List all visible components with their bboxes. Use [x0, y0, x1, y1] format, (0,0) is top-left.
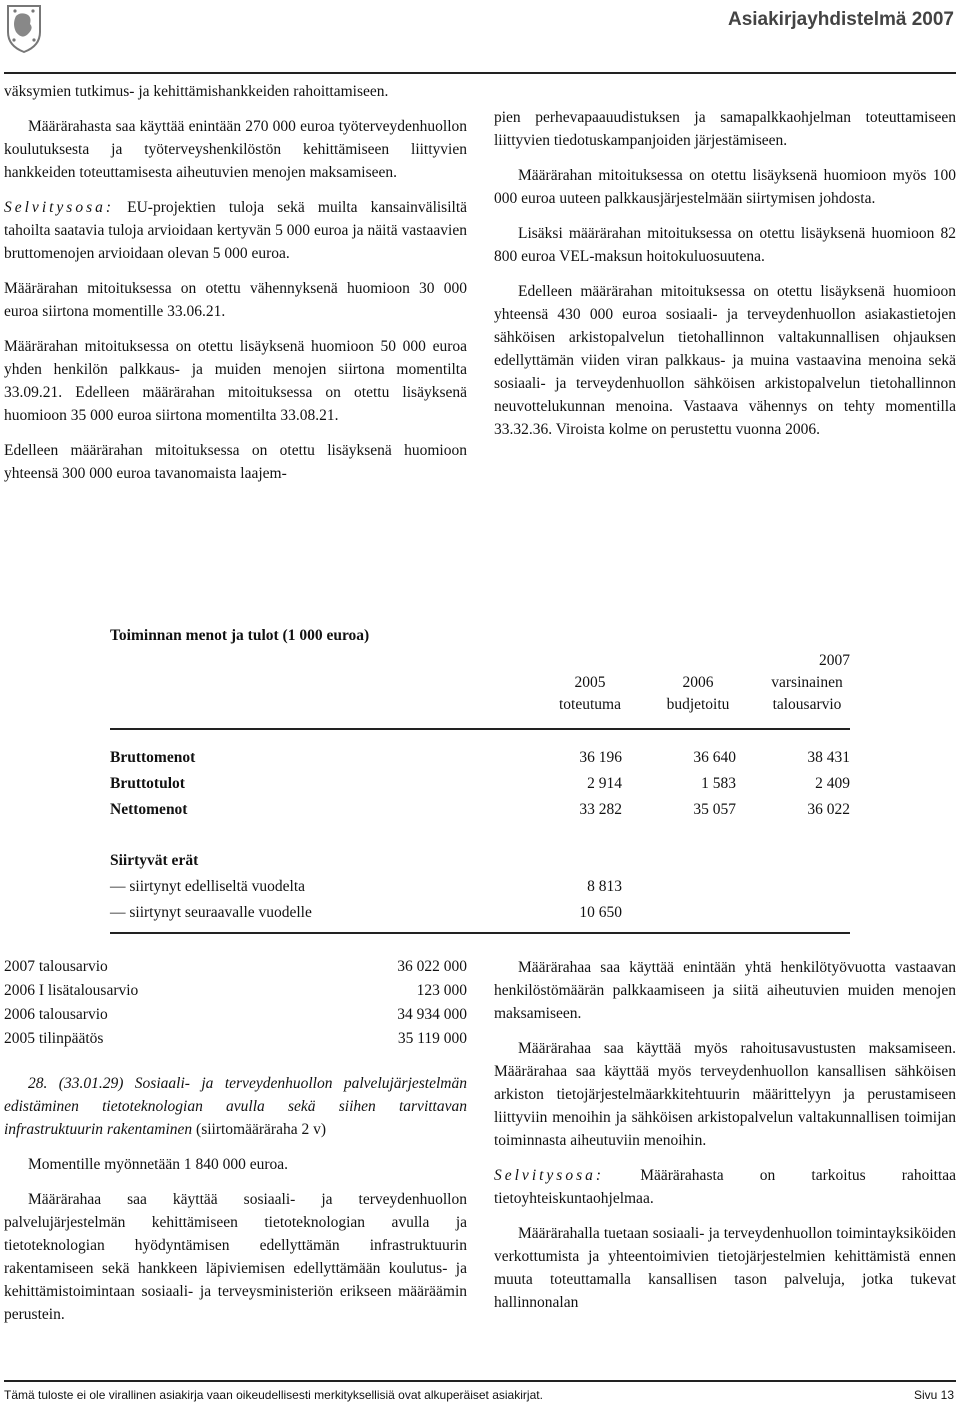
table-row: Nettomenot 33 282 35 057 36 022	[110, 801, 850, 818]
paragraph: Määrärahan mitoituksessa on otettu lisäyksenä huomioon myös 100 000 euroa uuteen palkkausjärjestelmään siirtymisen johdosta.	[494, 167, 956, 207]
budget-row: 2005 tilinpäätös 35 119 000	[4, 1030, 467, 1047]
right-column-bottom	[494, 956, 956, 1326]
table-title: Toiminnan menot ja tulot (1 000 euroa)	[110, 627, 370, 644]
header-divider	[4, 72, 956, 74]
page-number: Sivu 13	[913, 1388, 954, 1402]
paragraph: Määrärahalla tuetaan sosiaali- ja terveydenhuollon toimintayksiköiden verkottumista ja yhteentoimivien tietojärjestelmien kehittämistä ennen muuta toteuttamalla kansallisen tason palveluja, jotka tukevat hallinnonalan	[494, 1225, 956, 1311]
selvitysosa-label: Selvitysosa:	[494, 1167, 605, 1184]
table-row: Bruttotulot 2 914 1 583 2 409	[110, 775, 850, 792]
budget-row: 2006 I lisätalousarvio 123 000	[4, 982, 467, 999]
paragraph: Määrärahan mitoituksessa on otettu lisäyksenä huomioon 50 000 euroa yhden henkilön palkkaus- ja muiden menojen siirtona momentilta 33.09.21. Edelleen määrärahan mitoituksessa on otettu lisäyksenä huomioon 35 000 euroa siirtona momentilta 33.08.21.	[4, 338, 467, 424]
paragraph: Määrärahaa saa käyttää sosiaali- ja terveydenhuollon palvelujärjestelmän kehittämiseen tietoteknologian avulla ja tietoteknologian hyödyntämisen edellyttämän infrastruktuurin rakentamiseen sekä hankkeen läpiviemisen edellyttämään koulutus- ja kehittämistoimintaan sosiaali- ja terveysministeriön erikseen määräämin perustein.	[4, 1191, 467, 1323]
left-column-top	[4, 80, 467, 497]
col-header-2006: 2006 budjetoitu	[666, 674, 730, 713]
paragraph: väksymien tutkimus- ja kehittämishankkeiden rahoittamiseen.	[4, 83, 389, 100]
paragraph: Selvitysosa: Määrärahasta on tarkoitus rahoittaa tietoyhteiskuntaohjelmaa.	[494, 1167, 957, 1207]
right-column-top	[494, 106, 956, 453]
paragraph: Määrärahaa saa käyttää enintään yhtä henkilötyövuotta vastaavan henkilöstömäärän palkkaamiseen ja siitä aiheutuvien muiden menojen maksamiseen.	[494, 959, 956, 1022]
document-title: Asiakirjayhdistelmä 2007	[727, 9, 954, 30]
carry-title: Siirtyvät erät	[110, 852, 199, 869]
paragraph: Lisäksi määrärahan mitoituksessa on otettu lisäyksenä huomioon 82 800 euroa VEL-maksun hoitokuluosuutena.	[494, 225, 956, 265]
budget-row: 2006 talousarvio 34 934 000	[4, 1006, 467, 1023]
table-row: — siirtynyt seuraavalle vuodelle 10 650	[110, 904, 622, 921]
budget-row: 2007 talousarvio 36 022 000	[4, 958, 467, 975]
finnish-lion-crest-icon	[4, 2, 44, 54]
left-column-bottom	[4, 1072, 467, 1338]
col-header-2005: 2005 toteutuma	[559, 674, 621, 713]
paragraph: Edelleen määrärahan mitoituksessa on otettu lisäyksenä huomioon yhteensä 300 000 euroa tavanomaista laajem-	[4, 442, 467, 482]
paragraph: Määrärahan mitoituksessa on otettu vähennyksenä huomioon 30 000 euroa siirtona momentille 33.06.21.	[4, 280, 467, 320]
paragraph: Selvitysosa: EU-projektien tuloja sekä muilta kansainvälisiltä tahoilta saatavia tuloja arvioidaan kertyvän 5 000 euroa ja näitä vastaavien bruttomenojen arvioidaan olevan 5 000 euroa.	[4, 199, 468, 262]
budget-figures	[4, 955, 467, 1051]
footer-divider	[4, 1380, 956, 1382]
paragraph: Määrärahasta saa käyttää enintään 270 000 euroa työterveydenhuollon koulutuksesta ja työterveyshenkilöstön kehittämiseen liittyvien hankkeiden toteuttamisesta aiheutuvien menojen maksamiseen.	[4, 118, 467, 181]
table-rule	[110, 932, 850, 934]
footer-disclaimer: Tämä tuloste ei ole virallinen asiakirja vaan oikeudellisesti merkityksellisiä ovat alkuperäiset asiakirjat.	[4, 1388, 543, 1402]
selvitysosa-label: Selvitysosa:	[4, 199, 115, 216]
table-row: Bruttomenot 36 196 36 640 38 431	[110, 749, 850, 766]
paragraph: Määrärahaa saa käyttää myös rahoitusavustusten maksamiseen. Määrärahaa saa käyttää myös terveydenhuollon kansallisen sähköisen arkiston tietojärjestelmäarkkitehtuurin määrittelyyn ja perustamiseen liittyviin menoihin ja sähköisen arkistopalvelun valtakunnallisen toimijan toiminnasta aiheutuviin menoihin.	[494, 1040, 956, 1149]
paragraph: Edelleen määrärahan mitoituksessa on otettu lisäyksenä huomioon yhteensä 430 000 euroa sosiaali- ja terveydenhuollon asiakastietojen sähköisen arkistopalvelun tietohallinnon valtakunnallisen ohjauksen edellyttämän viiden viran palkkaus- ja muina vastaavina menoina sekä sosiaali- ja terveydenhuollon sähköisen arkistopalvelun tietohallinnon neuvottelukunnan menoina. Vastaava vähennys on tehty momentilla 33.32.36. Viroista kolme on perustettu vuonna 2006.	[494, 283, 956, 438]
table-rule	[110, 728, 850, 730]
item-heading: 28. (33.01.29) Sosiaali- ja terveydenhuollon palvelujärjestelmän edistäminen tietoteknologian avulla sekä siihen tarvittavan infrastruktuurin rakentaminen (siirtomääräraha 2 v)	[4, 1075, 467, 1138]
paragraph: Momentille myönnetään 1 840 000 euroa.	[28, 1156, 288, 1173]
table-row: — siirtynyt edelliseltä vuodelta 8 813	[110, 878, 622, 895]
col-header-2007: 2007 varsinainen talousarvio	[771, 652, 850, 713]
paragraph: pien perhevapaauudistuksen ja samapalkkaohjelman toteuttamiseen liittyvien tiedotuskampanjoiden järjestämiseen.	[494, 109, 956, 149]
